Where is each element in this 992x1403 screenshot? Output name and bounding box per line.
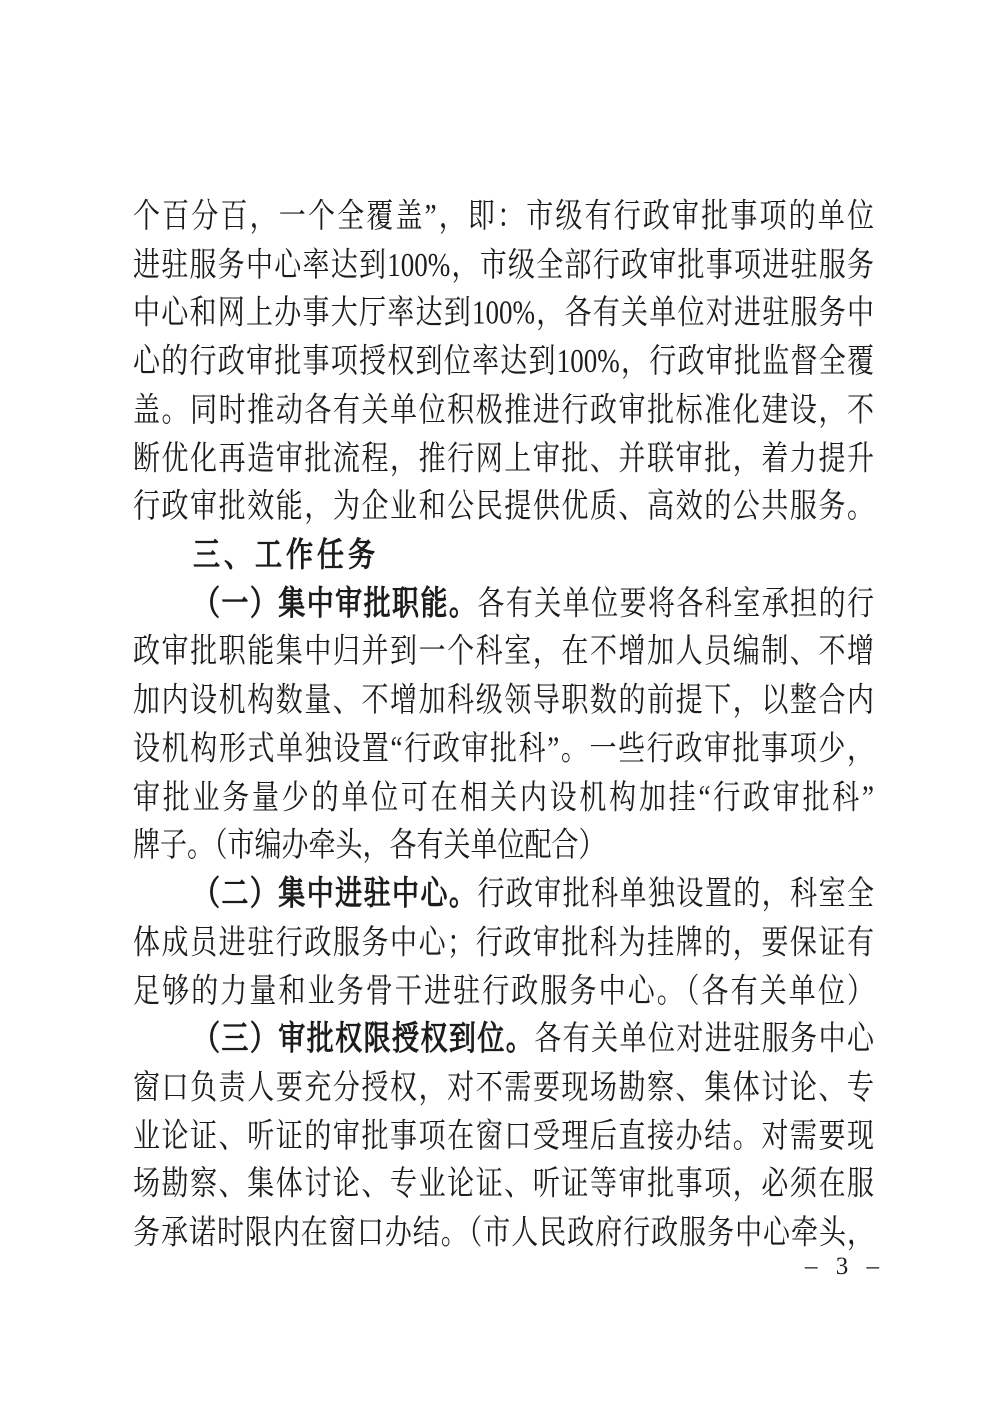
text-line: [133, 240, 874, 288]
line-text: 盖。同时推动各有关单位积极推进行政审批标准化建设，不: [133, 390, 874, 429]
page-number: – 3 –: [805, 1253, 885, 1280]
line-text: 行政审批效能，为企业和公民提供优质、高效的公共服务。: [133, 487, 874, 525]
section-heading: [133, 531, 874, 579]
text-line: [133, 821, 874, 869]
text-line: [133, 434, 874, 482]
text-line: [133, 773, 874, 821]
line-text: 政审批职能集中归并到一个科室，在不增加人员编制、不增: [133, 632, 874, 671]
text-line: [133, 482, 874, 530]
line-text: 体成员进驻行政服务中心；行政审批科为挂牌的，要保证有: [133, 922, 874, 961]
text-line: [133, 337, 874, 385]
text-line: [133, 386, 874, 434]
text-line: [133, 192, 874, 240]
section-heading-text: 三、工作任务: [193, 535, 379, 574]
paragraph-lead: （三）审批权限授权到位。: [193, 1019, 535, 1058]
line-text: 个百分百，一个全覆盖”，即：市级有行政审批事项的单位: [133, 197, 874, 235]
paragraph-lead: （一）集中审批职能。: [193, 584, 478, 622]
line-text: 牌子。（市编办牵头，各有关单位配合）: [133, 826, 606, 864]
line-text: 各有关单位要将各科室承担的行: [477, 584, 875, 622]
line-text: 各有关单位对进驻服务中心: [534, 1019, 875, 1058]
text-line: [133, 724, 874, 772]
line-text: 设机构形式单独设置“行政审批科”。一些行政审批事项少，: [133, 729, 874, 767]
line-text: 足够的力量和业务骨干进驻行政服务中心。（各有关单位）: [133, 971, 874, 1009]
line-text: 务承诺时限内在窗口办结。（市人民政府行政服务中心牵头，: [133, 1213, 874, 1251]
text-line: [133, 289, 874, 337]
text-line: [133, 676, 874, 724]
text-line: [133, 870, 874, 918]
text-line: [133, 1063, 874, 1111]
text-line: [133, 579, 874, 627]
text-line: [133, 1160, 874, 1208]
text-line: [133, 1208, 874, 1256]
line-text: 中心和网上办事大厅率达到100%，各有关单位对进驻服务中: [133, 293, 874, 332]
line-text: 进驻服务中心率达到100%，市级全部行政审批事项进驻服务: [133, 245, 874, 283]
line-text: 断优化再造审批流程，推行网上审批、并联审批，着力提升: [133, 438, 874, 477]
line-text: 窗口负责人要充分授权，对不需要现场勘察、集体讨论、专: [133, 1068, 874, 1106]
text-line: [133, 1112, 874, 1160]
text-line: [133, 1015, 874, 1063]
text-body: [133, 192, 874, 1257]
line-text: 加内设机构数量、不增加科级领导职数的前提下，以整合内: [133, 680, 874, 719]
line-text: 审批业务量少的单位可在相关内设机构加挂“行政审批科”: [133, 777, 874, 816]
text-line: [133, 628, 874, 676]
line-text: 心的行政审批事项授权到位率达到100%，行政审批监督全覆: [133, 342, 874, 380]
text-line: [133, 966, 874, 1014]
line-text: 业论证、听证的审批事项在窗口受理后直接办结。对需要现: [133, 1116, 874, 1155]
paragraph-lead: （二）集中进驻中心。: [193, 874, 478, 913]
text-line: [133, 918, 874, 966]
line-text: 场勘察、集体讨论、专业论证、听证等审批事项，必须在服: [133, 1164, 874, 1203]
line-text: 行政审批科单独设置的，科室全: [477, 874, 875, 913]
